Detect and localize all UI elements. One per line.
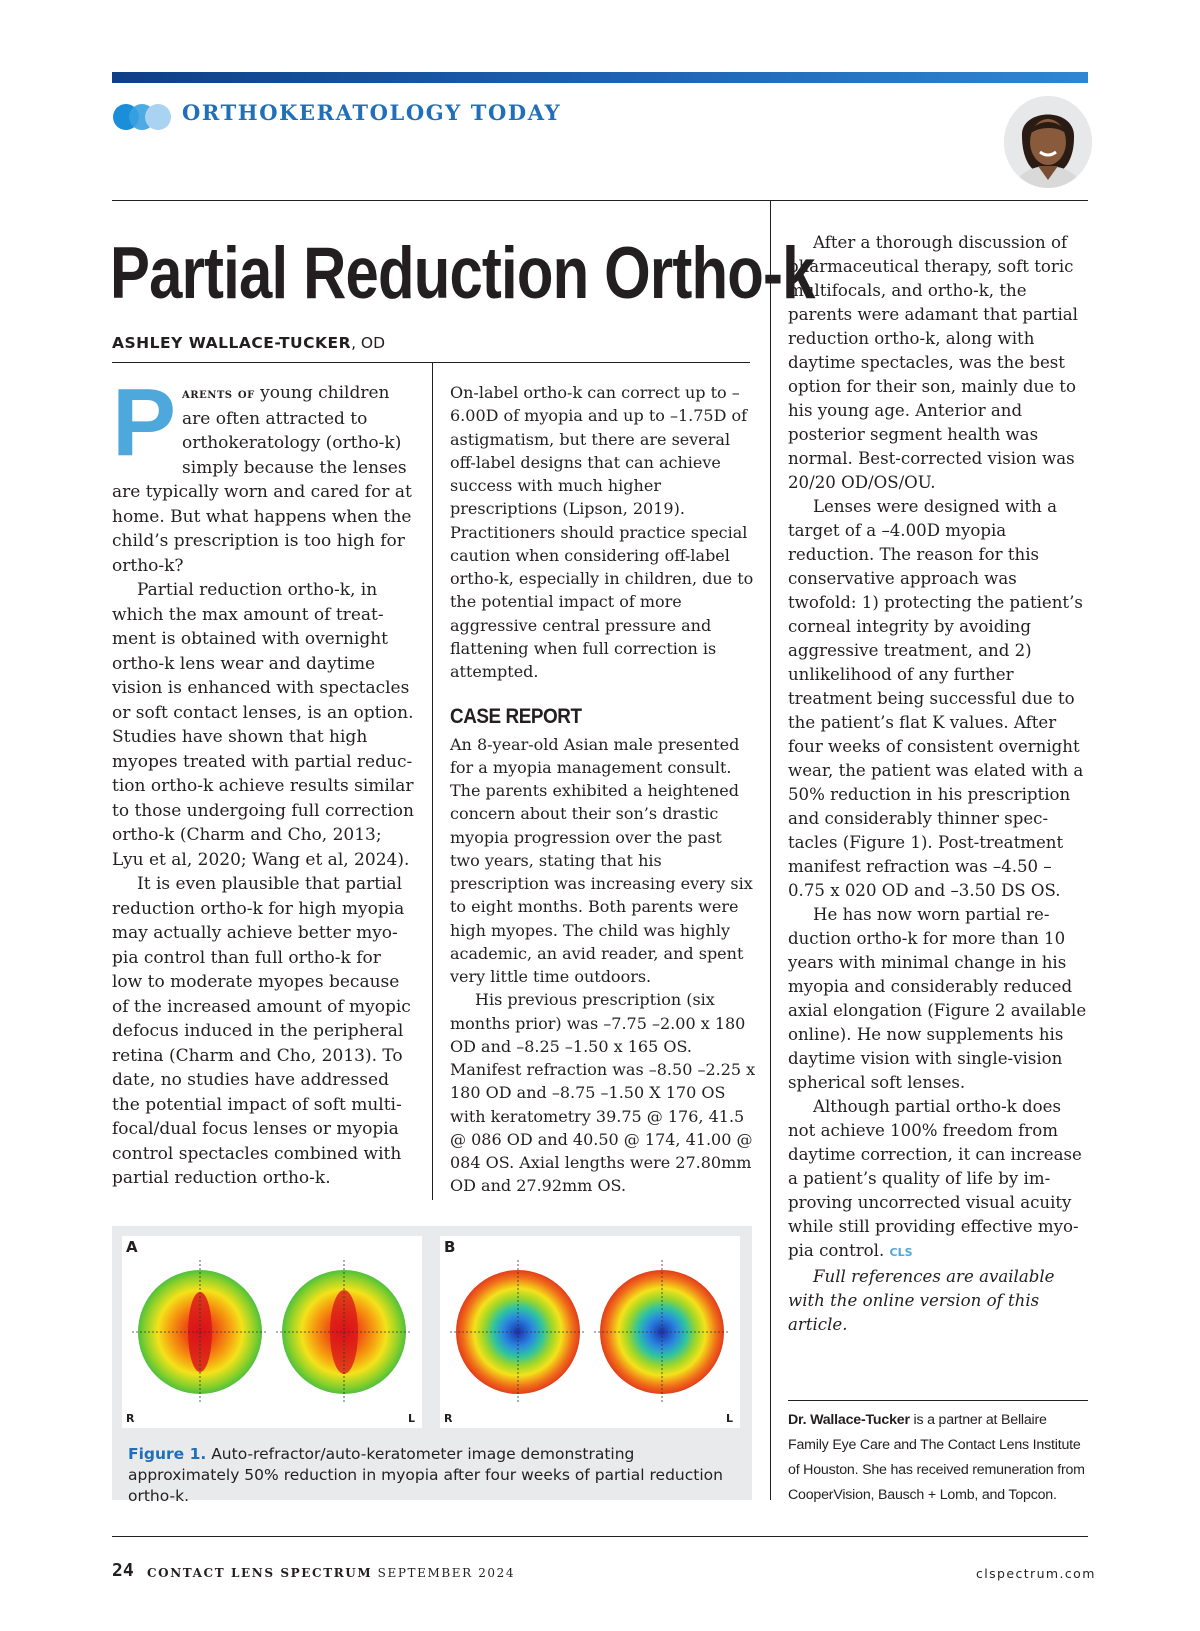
body-paragraph: An 8-year-old Asian male presented for a myopia management consult. The parents exhibited a heightened concern about their son’s drastic myopia progression over the past two years, stating that his prescription was increasing every six to eight months. Both parents were high myopes. The child was highly academic, an avid reader, and spent very little time outdoors. xyxy=(450,734,753,986)
body-paragraph: He has now worn partial reduction ortho-k for more than 10 years with minimal change in his myopia and considerably reduced axial elongation (Figure 2 available online). He now supplements his daytime vision with single-vision spherical soft lenses. xyxy=(788,905,1087,1092)
caption-label: Figure 1. xyxy=(128,1445,207,1463)
panel-label: B xyxy=(444,1238,456,1256)
author-name: ASHLEY WALLACE-TUCKER xyxy=(112,334,352,352)
body-paragraph: Partial reduction ortho-k, in which the max amount of treatment is obtained with overnight ortho-k lens wear and daytime vision is enhanced with spectacles or soft contact lenses, is an option. Studies have shown that high myopes treated with partial reduction ortho-k achieve results similar to those undergoing full correction ortho-k (Charm and Cho, 2013; Lyu et al, 2020; Wang et al, 2024). xyxy=(112,580,414,870)
article-title: Partial Reduction Ortho-k xyxy=(110,233,815,314)
author-bio xyxy=(788,1408,1088,1508)
body-paragraph xyxy=(788,1095,1088,1265)
column-3 xyxy=(788,231,1088,1337)
right-eye-label: R xyxy=(126,1412,135,1425)
byline-rule xyxy=(112,362,750,363)
figure-caption xyxy=(128,1444,738,1507)
column-2 xyxy=(450,381,756,1198)
body-paragraph: Lenses were designed with a target of a –4.00D myopia reduction. The reason for this conservative approach was twofold: 1) protecting the patient’s corneal integrity by avoiding aggressive treatment, and 2) unlikelihood of any further treatment being successful due to the patient’s flat K values. After four weeks of consistent overnight wear, the patient was elated with a 50% reduction in his prescription and considerably thinner spectacles (Figure 1). Post-treatment manifest refraction was –4.50 –0.75 x 020 OD and –3.50 DS OS. xyxy=(788,497,1084,900)
section-kicker: ORTHOKERATOLOGY TODAY xyxy=(182,100,562,125)
figure-1 xyxy=(112,1226,752,1505)
page-number: 24 xyxy=(112,1560,134,1581)
references-note: Full references are available with the online version of this article. xyxy=(788,1267,1055,1334)
left-eye-label: L xyxy=(408,1412,416,1425)
issue-date: SEPTEMBER 2024 xyxy=(372,1566,516,1580)
right-eye-label: R xyxy=(444,1412,453,1425)
author-credential: , OD xyxy=(351,334,386,352)
panel-label: A xyxy=(126,1238,138,1256)
body-paragraph: It is even plausible that partial reduction ortho-k for high myopia may actually achieve better myopia control than full ortho-k for low to moderate myopes because of the increased amount of myopic defocus induced in the peripheral retina (Charm and Cho, 2013). To date, no studies have addressed the potential impact of soft multifocal/dual focus lenses or myopia control spectacles combined with partial reduction ortho-k. xyxy=(112,874,411,1188)
site-url[interactable]: clspectrum.com xyxy=(976,1566,1096,1581)
column-divider xyxy=(770,200,771,1500)
author-portrait-icon xyxy=(1004,96,1092,188)
bio-text: is a partner at Bellaire Family Eye Care and The Contact Lens Institute of Houston. She has received remuneration from CooperVision, Bausch + Lomb, and Topcon. xyxy=(788,1412,1085,1503)
header-rule xyxy=(112,200,1088,201)
section-heading: CASE REPORT xyxy=(450,705,582,729)
end-mark: CLS xyxy=(889,1246,913,1259)
drop-cap: P xyxy=(112,369,177,476)
section-dots-icon xyxy=(113,104,175,130)
topography-map-a xyxy=(122,1236,422,1428)
bio-rule xyxy=(788,1400,1088,1401)
magazine-name xyxy=(147,1566,515,1580)
left-eye-label: L xyxy=(726,1412,734,1425)
bio-name: Dr. Wallace-Tucker xyxy=(788,1412,910,1428)
closing-text: Although partial ortho-k does not achieve 100% freedom from daytime correction, it can increase a patient’s quality of life by improving uncorrected visual acuity while still providing effective myopia control. xyxy=(788,1097,1082,1260)
topography-map-b xyxy=(440,1236,740,1428)
magazine-title: CONTACT LENS SPECTRUM xyxy=(147,1566,373,1580)
caption-text: Auto-refractor/auto-keratometer image demonstrating approximately 50% reduction in myopia after four weeks of partial reduction ortho-k. xyxy=(128,1445,723,1505)
footer-rule xyxy=(112,1536,1088,1537)
column-divider xyxy=(432,362,433,1200)
body-paragraph: His previous prescription (six months prior) was –7.75 –2.00 x 180 OD and –8.25 –1.50 x 165 OS. Manifest refraction was –8.50 –2.25 x 180 OD and –8.75 –1.50 X 170 OS with keratometry 39.75 @ 176, 41.5 @ 086 OD and 40.50 @ 174, 41.00 @ 084 OS. Axial lengths were 27.80mm OD and 27.92mm OS. xyxy=(450,990,756,1196)
lead-text: young children are often attracted to orthokeratology (ortho-k) simply because the lenses are typically worn and cared for at home. But what happens when the child’s prescription is too high for ortho-k? xyxy=(112,383,412,576)
body-paragraph: After a thorough discussion of pharmaceutical therapy, soft toric multifocals, and ortho-k, the parents were adamant that partial reduction ortho-k, along with daytime spectacles, was the best option for their son, mainly due to his young age. Anterior and posterior segment health was normal. Best-corrected vision was 20/20 OD/OS/OU. xyxy=(788,233,1078,492)
header-color-bar xyxy=(112,72,1088,83)
column-1 xyxy=(112,369,416,1191)
lead-smallcaps: arents of xyxy=(182,386,255,402)
topography-panel-a xyxy=(122,1236,422,1428)
lead-paragraph xyxy=(112,369,416,578)
body-paragraph: On-label ortho-k can correct up to –6.00D of myopia and up to –1.75D of astigmatism, but there are several off-label designs that can achieve success with much higher prescriptions (Lipson, 2019). Practitioners should practice special caution when considering off-label ortho-k, especially in children, due to the potential impact of more aggressive central pressure and flattening when full correction is attempted. xyxy=(450,383,754,681)
topography-panel-b xyxy=(440,1236,740,1428)
byline xyxy=(112,334,385,352)
